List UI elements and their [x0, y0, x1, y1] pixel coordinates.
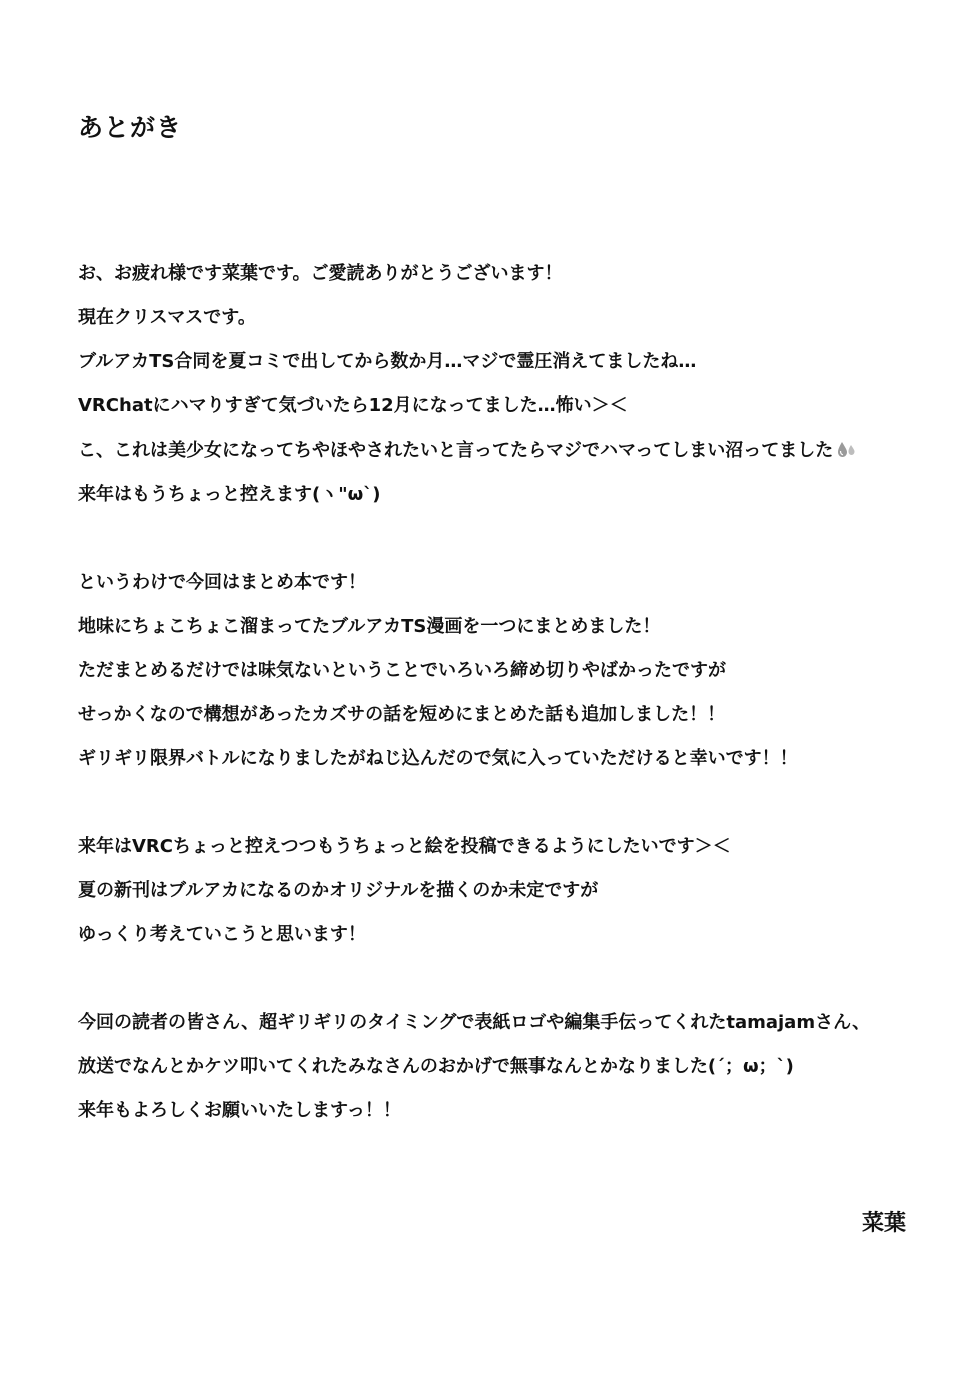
text-line: 地味にちょこちょこ溜まってたブルアカTS漫画を一つにまとめました！: [78, 616, 661, 637]
page-title: あとがき: [78, 113, 183, 142]
text-line: VRChatにハマりすぎて気づいたら12月になってました…怖い＞＜: [78, 395, 628, 416]
text-line: お、お疲れ様です菜葉です。ご愛読ありがとうございます！: [78, 263, 563, 284]
text-line: ギリギリ限界バトルになりましたがねじ込んだので気に入っていただけると幸いです！！: [78, 748, 798, 769]
text-line: ゆっくり考えていこうと思います！: [78, 924, 366, 945]
text-line: せっかくなので構想があったカズサの話を短めにまとめた話も追加しました！！: [78, 704, 726, 725]
text-line: ただまとめるだけでは味気ないということでいろいろ締め切りやばかったですが: [78, 660, 726, 681]
text-line: 来年はVRCちょっと控えつつもうちょっと絵を投稿できるようにしたいです＞＜: [78, 836, 731, 857]
text-line: 放送でなんとかケツ叩いてくれたみなさんのおかげで無事なんとかなりました(´；ω；`): [78, 1056, 794, 1077]
text-line: 来年はもうちょっと控えます(ヽ"ω`): [78, 484, 381, 505]
text-line: ブルアカTS合同を夏コミで出してから数か月…マジで霊圧消えてましたね…: [78, 351, 697, 372]
text-line: 夏の新刊はブルアカになるのかオリジナルを描くのか未定ですが: [78, 880, 599, 901]
text-line: 現在クリスマスです。: [78, 307, 256, 328]
text-line-with-emoji: [78, 439, 857, 463]
sweat-drops-icon: [835, 440, 857, 458]
text-line: 今回の読者の皆さん、超ギリギリのタイミングで表紙ロゴや編集手伝ってくれたtamajamさん、: [78, 1012, 871, 1033]
text-line: 来年もよろしくお願いいたしますっ！！: [78, 1100, 401, 1121]
author-signature: 菜葉: [861, 1211, 906, 1236]
text-line: というわけで今回はまとめ本です！: [78, 572, 366, 593]
text-line: こ、これは美少女になってちやほやされたいと言ってたらマジでハマってしまい沼ってました: [78, 440, 834, 461]
